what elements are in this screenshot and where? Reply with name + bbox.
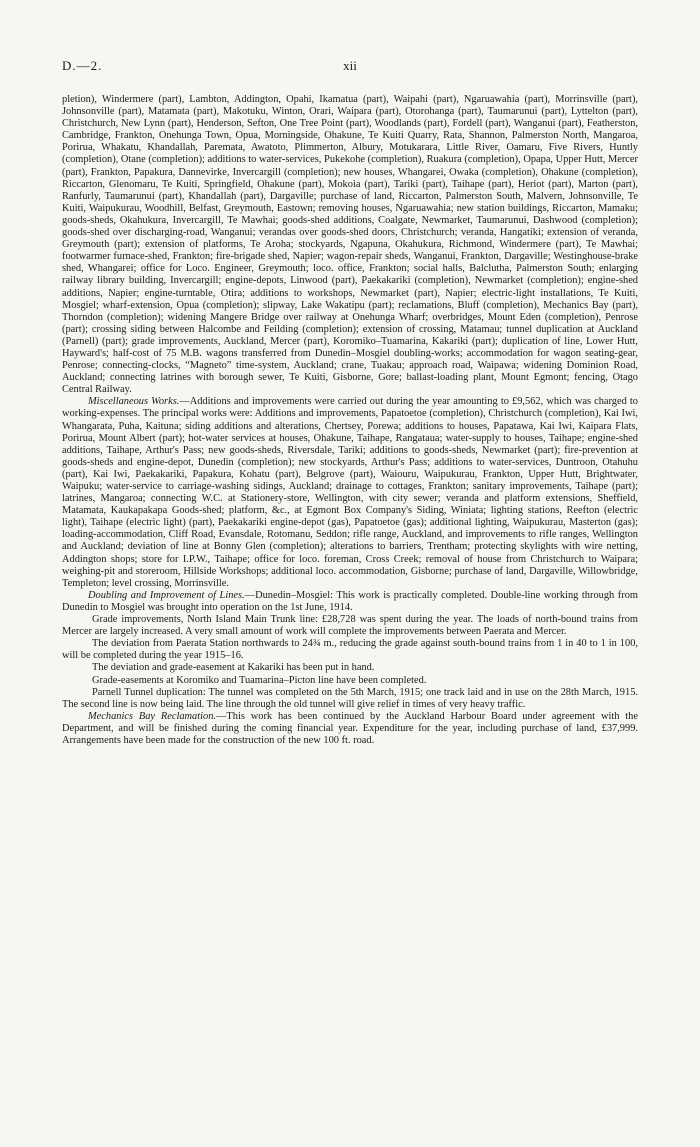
paragraph-text: Grade-easements at Koromiko and Tuamarina–Picton line have been completed. — [92, 674, 427, 686]
paragraph-text: The deviation from Paerata Station northwards to 24¾ m., reducing the grade against south-bound trains from 1 in 40 to 1 in 100, will be completed during the year 1915–16. — [62, 638, 638, 662]
paragraph-miscellaneous-works — [62, 396, 638, 590]
paragraph-works-list — [62, 94, 638, 396]
paragraph-text: The deviation and grade-easement at Kakariki has been put in hand. — [92, 662, 375, 674]
page-number: xii — [343, 58, 357, 73]
section-heading: Doubling and Improvement of Lines. — [88, 589, 245, 601]
paragraph-text: —Additions and improvements were carried out during the year amounting to £9,562, which was charged to working-expenses. The principal works were: Additions and improvements, Papatoetoe (completion), Christchurch (completion), Kai Iwi, Whangarata, Puha, Kaituna; siding additions and alterations, Chertsey, Porewa; additions to houses, Papatawa, Kai Iwi, Kaipara Flats, Porirua, Mount Albert (part); hot-water services at houses, Ohakune, Taihape, Rangataua; water-supply to houses, Taihape; engine-shed additions, Taihape, Arthur's Pass; new goods-sheds, Riversdale, Tariki; additions to goods-sheds, Newmarket (part); fire-prevention at goods-sheds and engine-depot, Dunedin (completion); new stockyards, Arthur's Pass; additions to water-services, Duntroon, Otahuhu (part), Kai Iwi, Paekakariki, Papakura, Kohatu (part), Belgrove (part), Waiouru, Waipukurau, Frankton, Upper Hutt, Brightwater, Waipuku; water-service to carriage-washing sidings, Auckland; drainage to cottages, Frankton; sanitary improvements, Taihape (part); latrines, Mangaroa; connecting W.C. at Stationery-store, Wellington, with city sewer; veranda and platform extensions, Sheffield, Matamata, Kaukapakapa Goods-shed; platform, &c., at Egmont Box Company's Siding, Winiata; lighting stations, Reefton (electric light), Taihape (electric light) (part), Paekakariki engine-depot (gas), Papatoetoe (gas); additional lighting, Waipukurau, Masterton (gas); loading-accommodation, Cliff Road, Evansdale, Rotomanu, Seddon; rifle range, Auckland, and improvements to rifle ranges, Wellington and Auckland; deviation of line at Bonny Glen (completion); alterations to barriers, Trentham; protecting skylights with wire netting, Addington shops; store for I.P.W., Taihape; office for loco. foreman, Cross Creek; removal of house from Christchurch to Waipara; weighing-pit and storeroom, Hillside Workshops; additional loco. accommodation, Gisborne; purchase of land, Dargaville, Willowbridge, Templeton; level crossing, Morrinsville. — [62, 396, 639, 589]
section-heading: Mechanics Bay Reclamation. — [88, 710, 217, 722]
paragraph-paerata-deviation — [62, 638, 638, 662]
paragraph-grade-improvements — [62, 614, 638, 638]
document-body — [62, 94, 638, 747]
paragraph-text: —Dunedin–Mosgiel: This work is practically completed. Double-line working through from Dunedin to Mosgiel was brought into operation on the 1st June, 1914. — [62, 589, 638, 613]
paragraph-kakariki — [62, 662, 638, 674]
paragraph-text: Parnell Tunnel duplication: The tunnel was completed on the 5th March, 1915; one track laid and in use on the 28th March, 1915. The second line is now being laid. The line through the old tunnel will give relief in times of very heavy traffic. — [62, 686, 638, 710]
paragraph-doubling-improvement — [62, 590, 638, 614]
page-header — [62, 58, 638, 74]
paragraph-koromiko — [62, 675, 638, 687]
section-heading: Miscellaneous Works. — [88, 396, 180, 408]
paragraph-text: pletion), Windermere (part), Lambton, Addington, Opahi, Ikamatua (part), Waipahi (part), Ngaruawahia (part), Morrinsville (part), Johnsonville (part), Matamata (part), Makotuku, Winton, Orari, Waipara (part), Otorohanga (part), Taumarunui (part), Lyttelton (part), Christchurch, New Lynn (part), Henderson, Sefton, One Tree Point (part), Woodlands (part), Fordell (part), Wanganui (part), Featherston, Cambridge, Frankton, Onehunga Town, Opua, Morningside, Ohakune, Te Kuiti Quarry, Rata, Shannon, Palmerston North, Mangaroa, Porirua, Whakatu, Khandallah, Paremata, Awatoto, Plimmerton, Albury, Motukarara, Little River, Oamaru, Five Rivers, Huntly (completion), Otane (completion); additions to water-services, Pukekohe (completion), Ruakura (completion), Opapa, Upper Hutt, Mercer (part), Frankton, Papakura, Dannevirke, Invercargill (completion); new houses, Whangarei, Owaka (completion), Ohakune (completion), Riccarton, Glenomaru, Te Kuiti, Springfield, Ohakune (part), Mokoia (part), Tariki (part), Taihape (part), Heriot (part), Marton (part), Ranfurly, Taumarunui (part), Khandallah (part), Dargaville; purchase of land, Riccarton, Palmerston South, Malvern, Johnsonville, Te Kuiti, Waipukurau, Woodhill, Belfast, Greymouth, Eastown; removing houses, Ngaruawahia; new station buildings, Riccarton, Mamaku; goods-sheds, Okahukura, Invercargill, Te Mawhai; goods-shed additions, Coalgate, Newmarket, Taumarunui, Dashwood (completion); goods-shed over discharging-road, Wanganui; verandas over goods-shed doors, Christchurch; veranda, Hangatiki; extension of veranda, Greymouth (part); extension of platforms, Te Aroha; stockyards, Ngapuna, Okahukura, Richmond, Windermere (part), Te Mawhai; footwarmer furnace-shed, Frankton; fire-brigade shed, Napier; wagon-repair sheds, Wanganui, Frankton, Dargaville; Westinghouse-brake shed, Whangarei; office for Loco. Engineer, Greymouth; loco. office, Frankton; social halls, Balclutha, Palmerston South; enlarging railway library building, Invercargill; engine-depots, Linwood (part), Paekakariki (completion), Newmarket (completion); engine-shed additions, Napier; engine-turntable, Otira; additions to workshops, Newmarket (part), Napier; electric-light installations, Te Kuiti, Mosgiel; wharf-extension, Opua (completion); slipway, Lake Wakatipu (part); reclamations, Bluff (completion), Mechanics Bay (part), Thorndon (completion); widening Mangere Bridge over railway at Onehunga Wharf; overbridges, Mount Eden (completion), Penrose (part); crossing siding between Halcombe and Feilding (completion); extension of crossing, Matamau; tunnel duplication at Auckland (Parnell) (part); grade improvements, Auckland, Mercer (part), Koromiko–Tuamarina, Kakariki (part); duplication of line, Lower Hutt, Hayward's; half-cost of 75 M.B. wagons transferred from Dunedin–Mosgiel doubling-works; accommodation for wagon seating-gear, Penrose; connecting-clocks, “Magneto” time-system, Auckland; crane, Tuakau; approach road, Waipawa; widening Dominion Road, Auckland; connecting latrines with borough sewer, Te Kuiti, Gisborne, Gore; ballast-loading plant, Mount Egmont; fencing, Otago Central Railway. — [62, 94, 638, 396]
paragraph-text: —This work has been continued by the Auckland Harbour Board under agreement with the Department, and will be finished during the coming financial year. Expenditure for the year, including purchase of land, £37,999. Arrangements have been made for the construction of the new 100 ft. road. — [62, 710, 638, 746]
paragraph-text: Grade improvements, North Island Main Trunk line: £28,728 was spent during the year. The loads of north-bound trains from Mercer are largely increased. A very small amount of work will complete the improvements between Paerata and Mercer. — [62, 614, 638, 638]
document-reference: D.—2. — [62, 58, 103, 73]
paragraph-mechanics-bay — [62, 711, 638, 747]
paragraph-parnell-tunnel — [62, 687, 638, 711]
